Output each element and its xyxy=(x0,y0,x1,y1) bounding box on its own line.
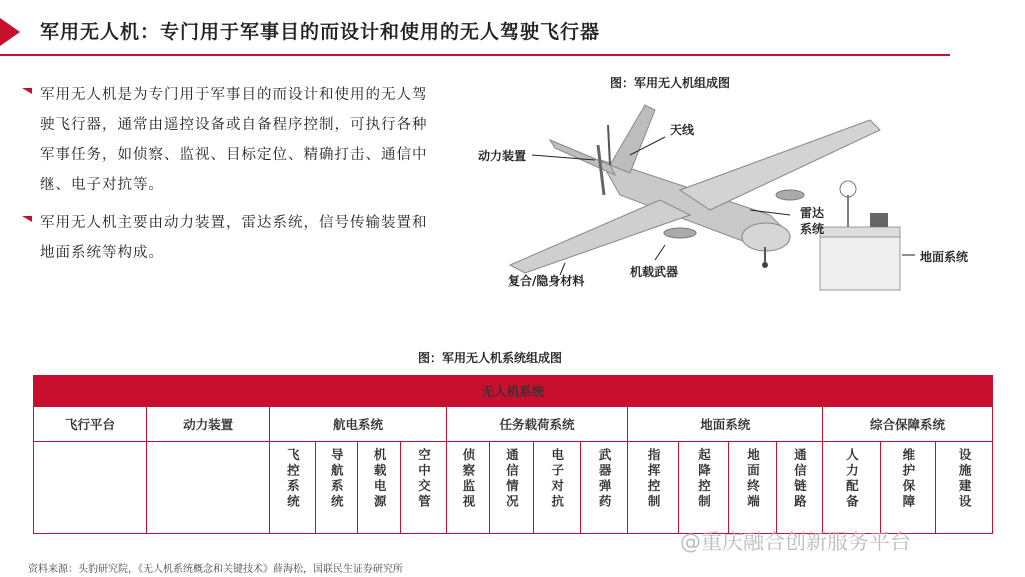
item-text: 机载电源 xyxy=(372,448,388,510)
item-text: 设施建设 xyxy=(957,448,973,510)
label-power: 动力装置 xyxy=(478,149,527,163)
item-cell xyxy=(936,442,993,534)
category-cell: 航电系统 xyxy=(270,407,447,442)
bullet-marker-icon xyxy=(22,216,32,222)
item-text: 通信链路 xyxy=(792,448,808,510)
category-cell: 综合保障系统 xyxy=(823,407,993,442)
source-note: 资料来源：头豹研究院，《无人机系统概念和关键技术》薛海松，国联民生证券研究所 xyxy=(28,564,403,575)
system-header: 无人机系统 xyxy=(34,376,993,407)
figure1-caption: 图：军用无人机组成图 xyxy=(610,76,731,90)
item-text: 武器弹药 xyxy=(597,448,613,510)
bullet-marker-icon xyxy=(22,88,32,94)
system-table xyxy=(33,375,993,534)
item-text: 维护保障 xyxy=(900,448,916,510)
figure2-caption: 图：军用无人机系统组成图 xyxy=(418,351,563,365)
item-text: 指挥控制 xyxy=(646,448,662,510)
item-text: 飞控系统 xyxy=(285,448,301,510)
page-title: 军用无人机：专门用于军事目的而设计和使用的无人驾驶飞行器 xyxy=(40,21,601,43)
label-ground: 地面系统 xyxy=(920,250,969,264)
label-weapon: 机载武器 xyxy=(630,265,679,279)
item-cell xyxy=(533,442,580,534)
item-cell xyxy=(401,442,446,534)
item-cell xyxy=(678,442,728,534)
label-antenna: 天线 xyxy=(670,123,695,137)
category-cell: 任务载荷系统 xyxy=(446,407,628,442)
title-marker xyxy=(0,18,20,46)
bullet-text: 军用无人机主要由动力装置，雷达系统，信号传输装置和地面系统等构成。 xyxy=(40,215,428,261)
item-cell-empty xyxy=(147,442,270,534)
item-text: 电子对抗 xyxy=(549,448,565,510)
item-text: 侦察监视 xyxy=(460,448,476,510)
title-divider xyxy=(0,54,950,56)
category-cell: 飞行平台 xyxy=(34,407,147,442)
item-cell xyxy=(729,442,776,534)
label-radar: 雷达 系统 xyxy=(800,206,825,236)
item-cell xyxy=(446,442,489,534)
item-text: 人力配备 xyxy=(844,448,860,510)
bullet-list xyxy=(20,80,440,276)
item-text: 起降控制 xyxy=(696,448,712,510)
item-text: 通信情况 xyxy=(504,448,520,510)
watermark: @重庆融合创新服务平台 xyxy=(680,530,911,554)
item-cell xyxy=(357,442,400,534)
bullet-item xyxy=(20,80,440,200)
item-cell xyxy=(315,442,357,534)
bullet-text: 军用无人机是为专门用于军事目的而设计和使用的无人驾驶飞行器，通常由遥控设备或自备程序控制，可执行各种军事任务，如侦察、监视、目标定位、精确打击、通信中继、电子对抗等。 xyxy=(40,87,428,193)
category-cell: 地面系统 xyxy=(628,407,823,442)
label-material: 复合/隐身材料 xyxy=(508,274,585,288)
item-cell-empty xyxy=(34,442,147,534)
category-cell: 动力装置 xyxy=(147,407,270,442)
item-text: 导航系统 xyxy=(329,448,345,510)
item-text: 地面终端 xyxy=(745,448,761,510)
item-cell xyxy=(270,442,315,534)
item-cell xyxy=(880,442,936,534)
item-cell xyxy=(823,442,881,534)
item-cell xyxy=(580,442,627,534)
item-cell xyxy=(490,442,533,534)
bullet-item xyxy=(20,208,440,268)
item-cell xyxy=(628,442,678,534)
item-text: 空中交管 xyxy=(416,448,432,510)
item-cell xyxy=(776,442,822,534)
